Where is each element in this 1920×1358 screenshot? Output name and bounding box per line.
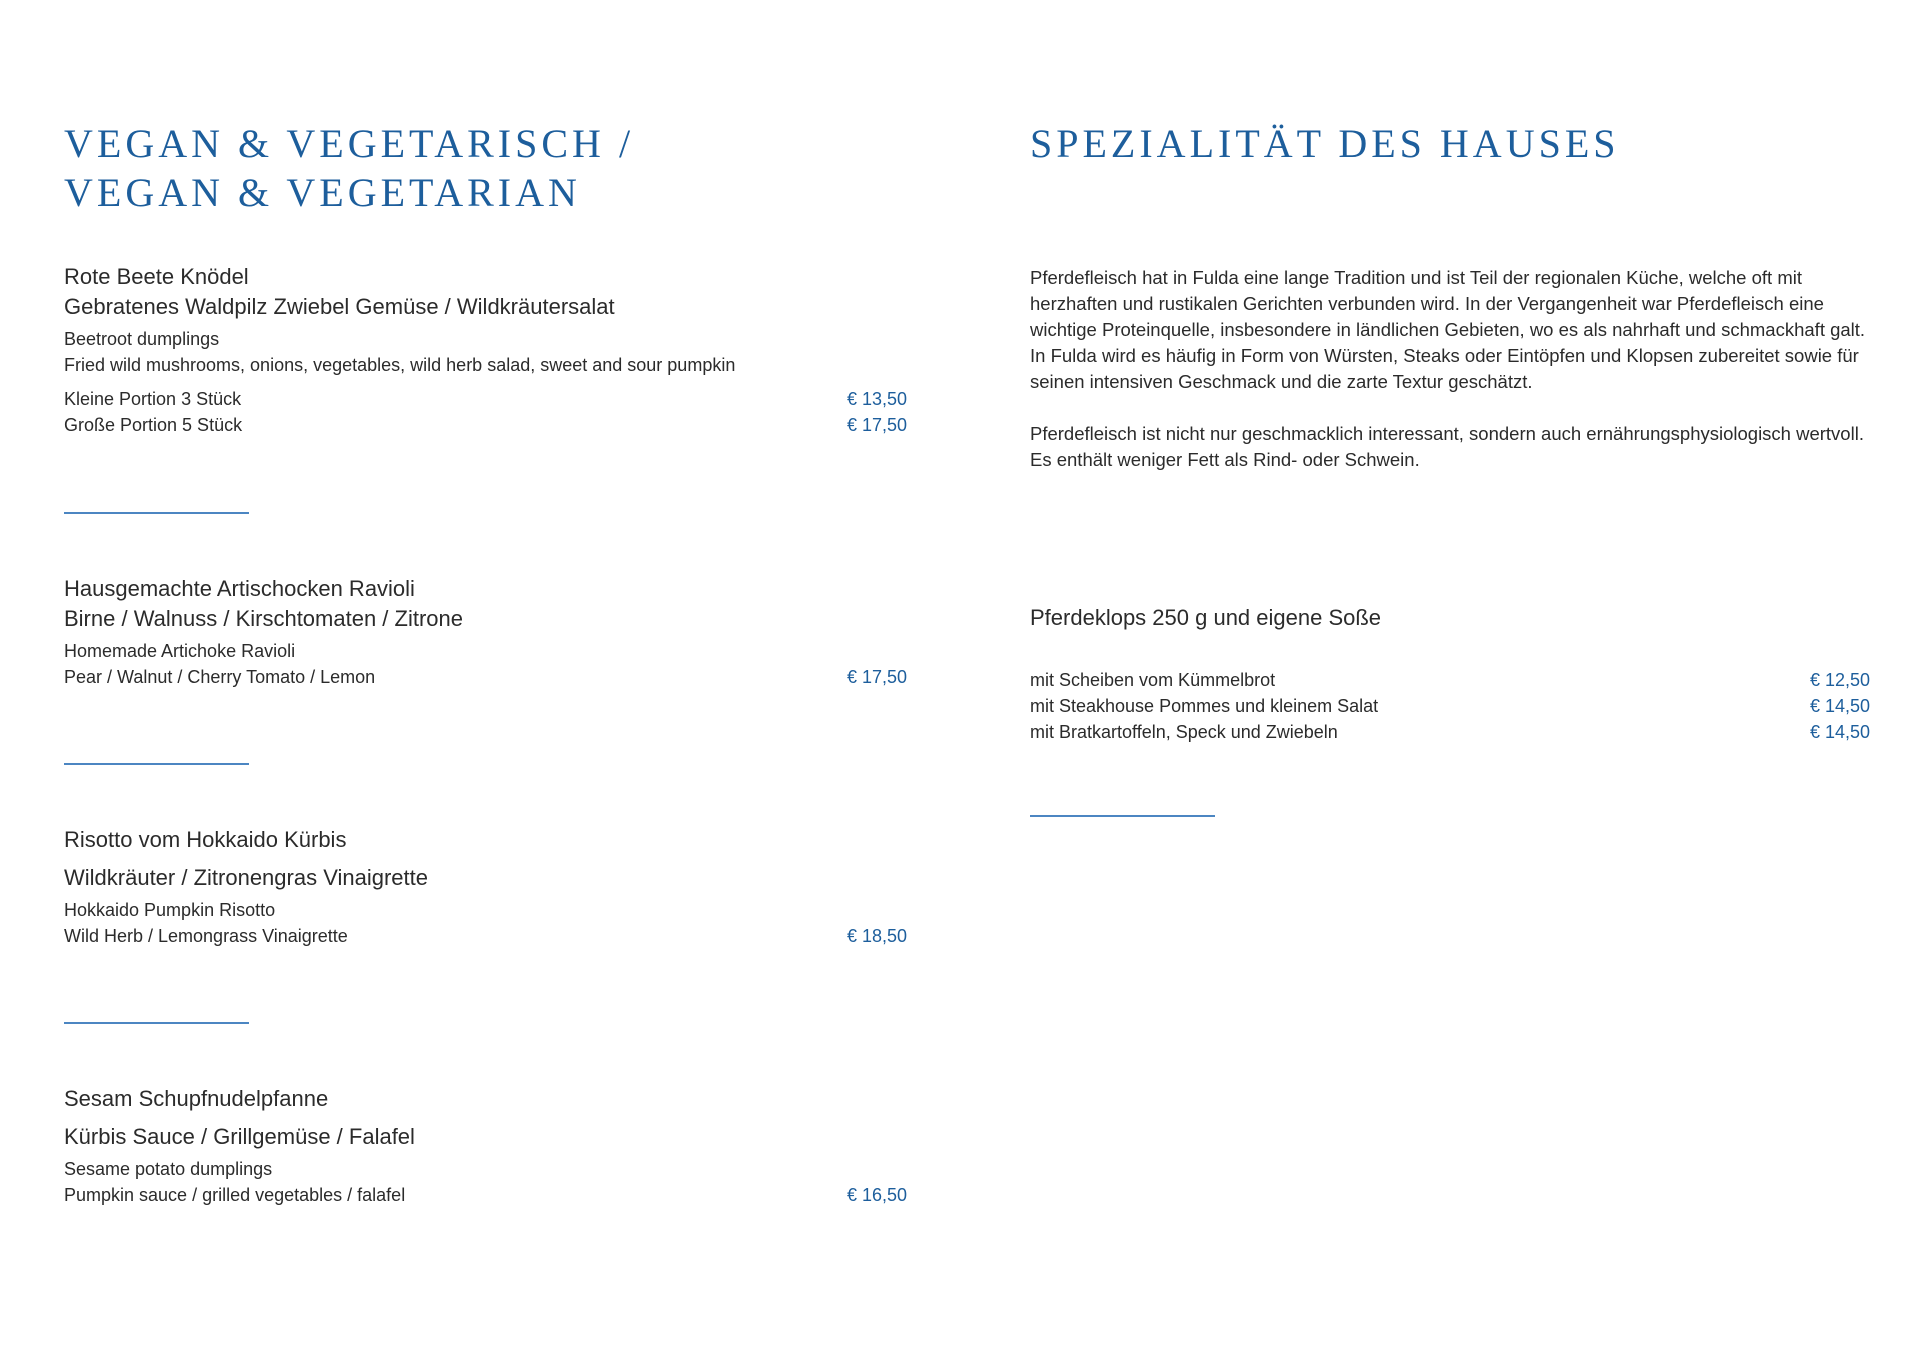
price-row bbox=[1030, 719, 1870, 745]
price-value: € 17,50 bbox=[846, 667, 907, 687]
section-divider bbox=[1030, 815, 1215, 817]
price-row bbox=[64, 923, 907, 949]
section-divider bbox=[64, 512, 249, 514]
intro-paragraph: Pferdefleisch ist nicht nur geschmacklich interessant, sondern auch ernährungsphysiologisch wertvoll. Es enthält weniger Fett als Rind- oder Schwein. bbox=[1030, 423, 1864, 470]
price-row bbox=[64, 664, 907, 690]
special-heading-text: SPEZIALITÄT DES HAUSES bbox=[1030, 121, 1620, 166]
dish-rote-beete-knoedel bbox=[64, 262, 907, 438]
dish-subtitle-de: Gebratenes Waldpilz Zwiebel Gemüse / Wildkräutersalat bbox=[64, 294, 615, 319]
special-price-list bbox=[1030, 667, 1870, 745]
price-row bbox=[1030, 693, 1870, 719]
dish-subtitle-de: Kürbis Sauce / Grillgemüse / Falafel bbox=[64, 1124, 415, 1149]
special-heading bbox=[1030, 119, 1620, 168]
dish-subtitle-de: Wildkräuter / Zitronengras Vinaigrette bbox=[64, 865, 428, 890]
dish-artischocken-ravioli bbox=[64, 574, 907, 690]
dish-title-en: Homemade Artichoke Ravioli bbox=[64, 641, 296, 661]
price-row-label: mit Steakhouse Pommes und kleinem Salat bbox=[1030, 696, 1379, 716]
vegan-heading bbox=[64, 119, 634, 217]
price-value: € 17,50 bbox=[846, 415, 907, 435]
price-value: € 16,50 bbox=[846, 1185, 907, 1205]
price-row bbox=[1030, 667, 1870, 693]
price-row bbox=[64, 386, 907, 412]
price-row-label: Große Portion 5 Stück bbox=[64, 415, 243, 435]
dish-title-en: Beetroot dumplings bbox=[64, 329, 220, 349]
dish-title-en: Hokkaido Pumpkin Risotto bbox=[64, 900, 276, 920]
price-value: € 14,50 bbox=[1809, 722, 1870, 742]
price-row bbox=[64, 412, 907, 438]
price-row-label: mit Bratkartoffeln, Speck und Zwiebeln bbox=[1030, 722, 1338, 742]
dish-sesam-schupfnudelpfanne bbox=[64, 1084, 907, 1208]
dish-title-de: Risotto vom Hokkaido Kürbis bbox=[64, 827, 347, 852]
dish-title-de: Rote Beete Knödel bbox=[64, 264, 249, 289]
price-value: € 13,50 bbox=[846, 389, 907, 409]
price-row-label: Kleine Portion 3 Stück bbox=[64, 389, 242, 409]
dish-title-de: Sesam Schupfnudelpfanne bbox=[64, 1086, 329, 1111]
price-row-label: mit Scheiben vom Kümmelbrot bbox=[1030, 670, 1276, 690]
section-divider bbox=[64, 1022, 249, 1024]
price-row-label: Pumpkin sauce / grilled vegetables / falafel bbox=[64, 1185, 406, 1205]
dish-title-de: Hausgemachte Artischocken Ravioli bbox=[64, 576, 415, 601]
price-row bbox=[64, 1182, 907, 1208]
price-value: € 18,50 bbox=[846, 926, 907, 946]
vegan-heading-line-2: VEGAN & VEGETARIAN bbox=[64, 170, 581, 215]
vegan-heading-line-1: VEGAN & VEGETARISCH / bbox=[64, 121, 635, 166]
special-dish-title: Pferdeklops 250 g und eigene Soße bbox=[1030, 605, 1382, 630]
special-intro bbox=[1030, 265, 1870, 499]
intro-paragraph: Pferdefleisch hat in Fulda eine lange Tradition und ist Teil der regionalen Küche, welche oft mit herzhaften und rustikalen Gerichten verbunden wird. In der Vergangenheit war Pferdefleisch eine wichtige Proteinquelle, insbesondere in ländlichen Gebieten, wo es als nahrhaft und schmackhaft galt. In Fulda wird es häufig in Form von Würsten, Steaks oder Eintöpfen und Klopsen zubereitet sowie für seinen intensiven Geschmack und die zarte Textur geschätzt. bbox=[1030, 267, 1866, 392]
price-value: € 12,50 bbox=[1809, 670, 1870, 690]
dish-title-en: Sesame potato dumplings bbox=[64, 1159, 273, 1179]
price-row-label: Pear / Walnut / Cherry Tomato / Lemon bbox=[64, 667, 376, 687]
dish-subtitle-de: Birne / Walnuss / Kirschtomaten / Zitrone bbox=[64, 606, 463, 631]
dish-hokkaido-risotto bbox=[64, 825, 907, 949]
section-divider bbox=[64, 763, 249, 765]
price-value: € 14,50 bbox=[1809, 696, 1870, 716]
dish-subtitle-en: Fried wild mushrooms, onions, vegetables, wild herb salad, sweet and sour pumpkin bbox=[64, 355, 736, 375]
price-row-label: Wild Herb / Lemongrass Vinaigrette bbox=[64, 926, 348, 946]
